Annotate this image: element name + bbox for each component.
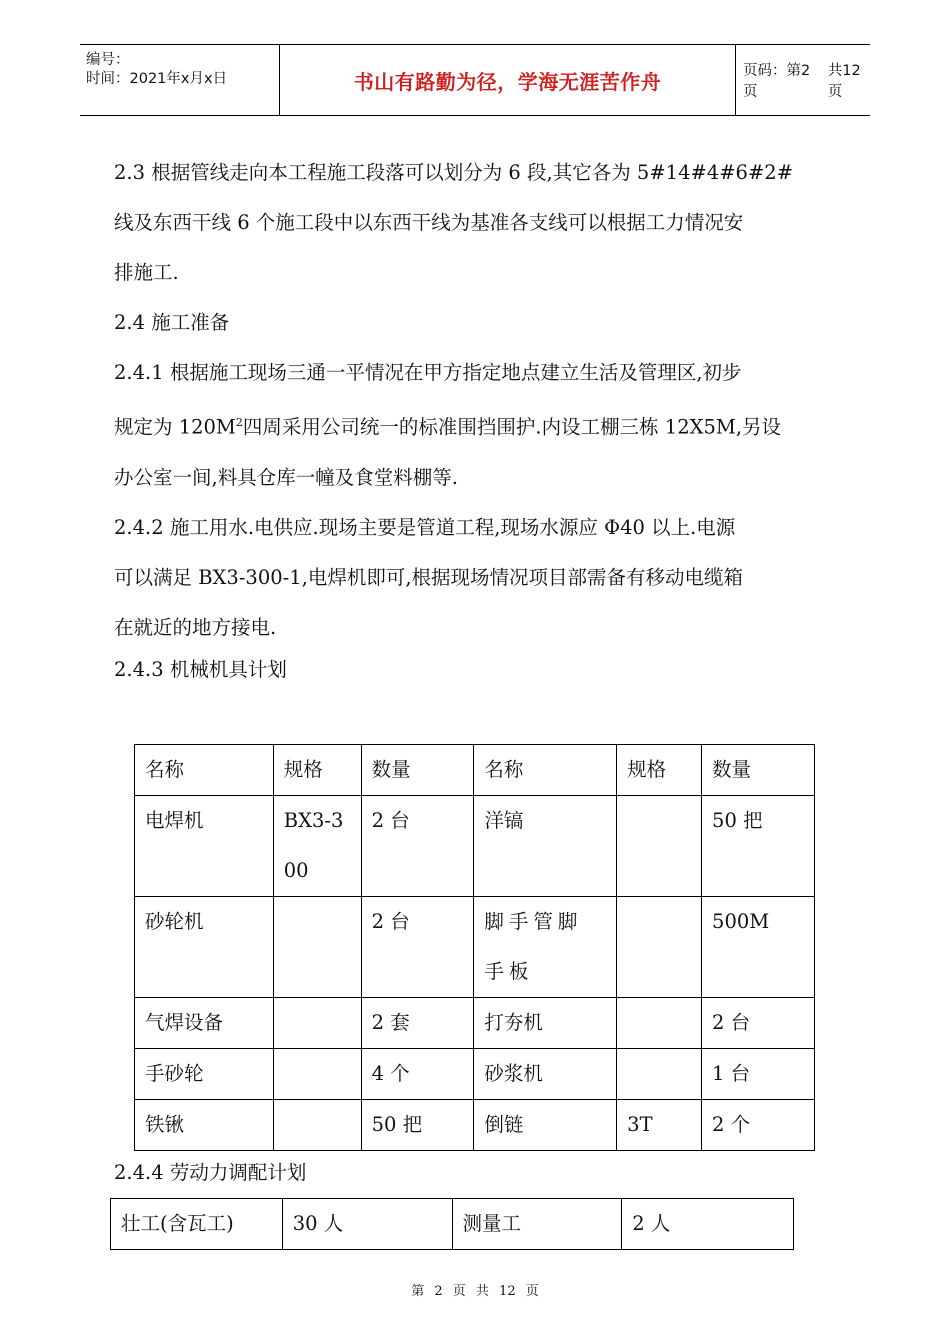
table-row (135, 998, 815, 1049)
table-cell: 电焊机 (135, 796, 274, 897)
document-number: 编号： (86, 52, 130, 68)
paragraph-2-4-1-line-1: 2.4.1 根据施工现场三通一平情况在甲方指定地点建立生活及管理区,初步 (114, 361, 742, 384)
table-cell: 2 台 (361, 796, 474, 897)
header-motto-cell (280, 45, 736, 115)
paragraph-2-3-line-1: 2.3 根据管线走向本工程施工段落可以划分为 6 段,其它各为 5#14#4#6#2# (114, 161, 794, 184)
table-cell (273, 1049, 361, 1100)
table-cell: 50 把 (702, 796, 815, 897)
table-cell (273, 998, 361, 1049)
table-header-cell: 名称 (135, 745, 274, 796)
table-cell: 打夯机 (474, 998, 617, 1049)
header-page-number: 页码：第2页 (743, 63, 811, 100)
table-cell (617, 897, 702, 998)
table-cell: 2 台 (361, 897, 474, 998)
header-page-total: 共12页 (827, 63, 861, 100)
table-cell: 2 个 (702, 1100, 815, 1151)
table-header-cell: 数量 (702, 745, 815, 796)
table-cell: 50 把 (361, 1100, 474, 1151)
document-body (114, 148, 854, 653)
table-cell: 3T (617, 1100, 702, 1151)
table-header-cell: 规格 (273, 745, 361, 796)
paragraph-2-3-line-2: 线及东西干线 6 个施工段中以东西干线为基准各支线可以根据工力情况安 (114, 211, 744, 234)
header-motto: 书山有路勤为径，学海无涯苦作舟 (353, 69, 662, 94)
section-2-4-heading: 2.4 施工准备 (114, 311, 230, 334)
page-header (80, 44, 870, 116)
table-cell: 2 套 (361, 998, 474, 1049)
table-cell: 2 台 (702, 998, 815, 1049)
page-footer: 第 2 页 共 12 页 (411, 1284, 539, 1299)
table-cell (273, 1100, 361, 1151)
table-row (135, 1049, 815, 1100)
paragraph-2-4-2-line-1: 2.4.2 施工用水.电供应.现场主要是管道工程,现场水源应 Φ40 以上.电源 (114, 515, 736, 539)
paragraph-2-4-1-line-3: 办公室一间,料具仓库一幢及食堂料棚等. (114, 465, 458, 489)
paragraph-2-3-line-3: 排施工. (114, 261, 179, 284)
table-cell: 30 人 (282, 1199, 452, 1250)
paragraph-2-4-2-line-3: 在就近的地方接电. (114, 615, 277, 639)
paragraph-2-4-1-line-2 (114, 398, 854, 453)
table-cell: 测量工 (452, 1199, 622, 1250)
paragraph-2-4-1-rest: 四周采用公司统一的标准围挡围护.内设工棚三栋 12X5M,另设 (242, 415, 782, 439)
table-cell: 砂浆机 (474, 1049, 617, 1100)
equipment-table (134, 744, 815, 1151)
table-cell (273, 897, 361, 998)
table-cell: 倒链 (474, 1100, 617, 1151)
section-2-4-4-heading: 2.4.4 劳动力调配计划 (114, 1161, 307, 1184)
header-meta (80, 45, 280, 115)
labor-table (110, 1198, 794, 1250)
table-header-cell: 名称 (474, 745, 617, 796)
section-2-4-3-heading: 2.4.3 机械机具计划 (114, 658, 287, 681)
table-row (135, 897, 815, 998)
table-cell: 洋镐 (474, 796, 617, 897)
table-cell (617, 796, 702, 897)
table-cell: 砂轮机 (135, 897, 274, 998)
table-header-cell: 数量 (361, 745, 474, 796)
table-cell: 壮工(含瓦工) (111, 1199, 283, 1250)
table-row (135, 1100, 815, 1151)
paragraph-2-4-2-line-2: 可以满足 BX3-300-1,电焊机即可,根据现场情况项目部需备有移动电缆箱 (114, 565, 744, 589)
table-cell: 4 个 (361, 1049, 474, 1100)
table-cell: 手砂轮 (135, 1049, 274, 1100)
paragraph-2-4-1-area: 规定为 120M (114, 415, 236, 439)
table-cell: 500M (702, 897, 815, 998)
header-page-info (735, 45, 870, 115)
table-row (111, 1199, 794, 1250)
document-time: 时间：2021年x月x日 (86, 71, 228, 87)
table-header-cell: 规格 (617, 745, 702, 796)
superscript-2: 2 (235, 416, 243, 429)
table-header-row (135, 745, 815, 796)
table-cell: 气焊设备 (135, 998, 274, 1049)
table-cell (617, 1049, 702, 1100)
table-cell: 铁锹 (135, 1100, 274, 1151)
table-cell (617, 998, 702, 1049)
table-cell: 脚手管脚手板 (474, 897, 617, 998)
table-cell: 1 台 (702, 1049, 815, 1100)
table-row (135, 796, 815, 897)
table-cell: 2 人 (622, 1199, 794, 1250)
table-cell: BX3-300 (273, 796, 361, 897)
